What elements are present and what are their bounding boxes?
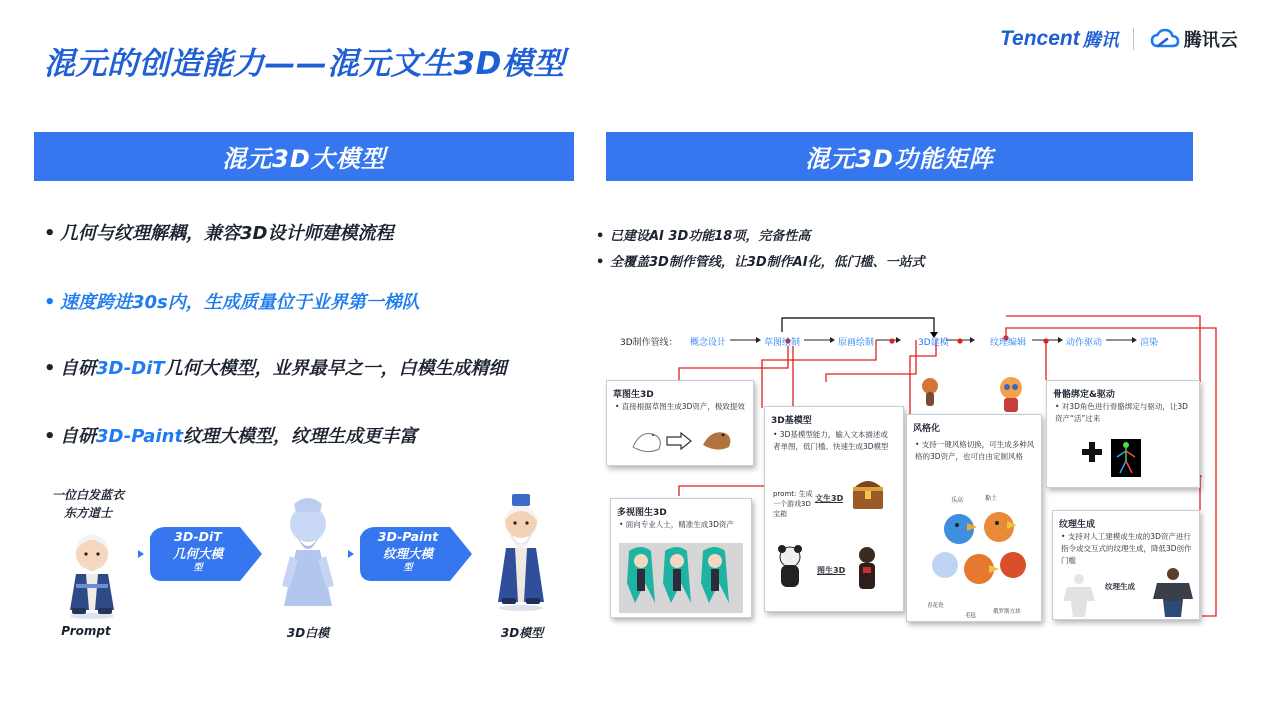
white-model-image [276,494,340,612]
card-rig-desc: • 对3D角色进行骨骼绑定与驱动，让3D资产“活”过来 [1055,402,1188,423]
pipeline-step-sketch: 草图绘制 [764,338,801,348]
card-texture-desc: • 支持对人工建模或生成的3D资产进行指令或交互式的纹理生成，降低3D创作门槛 [1061,532,1192,565]
caption-3d-model: 3D模型 [500,626,544,640]
character-image [853,545,881,597]
card-style-desc: • 支持一键风格切换，可生成多种风格的3D资产，也可自由定制风格 [915,440,1035,461]
style-label-porcelain: 青花瓷 [927,603,944,609]
texture-character-icon [996,374,1026,414]
left-section-banner: 混元3D大模型 [34,132,574,181]
modeling-character-icon [920,376,940,410]
tencent-logo [1000,24,1238,54]
multiview-image [619,543,743,613]
plus-icon [1081,441,1103,463]
page-title: 混元的创造能力——混元文生3D模型 [44,46,565,82]
right-bullet-2: • 全覆盖3D制作管线，让3D制作AI化，低门槛、一站式 [596,255,925,270]
card-3d-base-model [764,406,904,612]
card-texture-title: 纹理生成 [1059,520,1096,530]
card-stylization [906,414,1042,622]
pipeline-label: 3D制作管线： [620,338,678,348]
pipeline-step-animation: 动作驱动 [1066,338,1103,348]
card-texture-label: 纹理生成 [1105,582,1135,591]
dit-arrow-label: 3D-DiT 几何大模 型 [172,529,223,573]
caption-prompt: Prompt [61,624,111,638]
pipeline-step-modeling: 3D建模 [918,338,949,348]
pipeline-step-art: 原画绘制 [838,338,875,348]
caption-white-model: 3D白模 [286,626,330,640]
right-section-banner: 混元3D功能矩阵 [606,132,1193,181]
logo-tencent-text: Tencent [1000,27,1080,50]
card-multiview-title: 多视图生3D [617,508,667,518]
taoist-character-image [62,524,122,620]
textured-model-image [490,490,552,612]
logo-tengxun-text: 腾讯 [1082,30,1119,51]
left-bullet-2: • 速度跨进30s内，生成质量位于业界第一梯队 [44,292,420,313]
cloud-icon [1149,27,1181,51]
style-label-tetris: 俄罗斯方块 [993,609,1021,615]
card-sketch-title: 草图生3D [613,390,654,400]
card-base-title: 3D基模型 [771,416,812,426]
skeleton-image [1111,439,1141,477]
left-bullet-4: • 自研3D-Paint纹理大模型，纹理生成更丰富 [44,426,418,447]
card-base-desc: • 3D基模型能力，输入文本描述或者单图，低门槛、快速生成3D模型 [773,430,889,451]
function-matrix-diagram [606,296,1218,626]
logo-divider [1133,28,1134,50]
treasure-chest-image [849,473,887,513]
style-label-lego: 乐高 [951,497,964,504]
paint-arrow-label: 3D-Paint 纹理大模 型 [377,529,439,573]
pipeline-step-render: 渲染 [1140,338,1159,348]
card-base-text3d-label: 文生3D [815,494,844,503]
style-label-felt: 毛毡 [965,613,977,619]
prompt-text: 一位白发蓝衣 东方道士 [51,488,124,520]
textured-man-image [1151,567,1195,619]
card-sketch-to-3d [606,380,754,466]
card-base-prompt: promt: 生成一个游戏3D宝箱 [773,490,813,518]
card-multiview-desc: • 面向专业人士，精准生成3D资产 [619,520,734,529]
card-base-img3d-label: 图生3D [817,566,846,575]
card-rig-title: 骨骼绑定&驱动 [1053,390,1115,400]
pipeline-step-texture: 纹理编辑 [990,338,1027,348]
card-texture-generation [1052,510,1200,620]
card-sketch-desc: • 直接根据草图生成3D资产，极致提效 [615,402,745,411]
right-bullet-1: • 已建设AI 3D功能18项，完备性高 [596,229,811,244]
stylized-birds-image [927,503,1037,603]
card-rigging [1046,380,1200,488]
left-bullet-3: • 自研3D-DiT几何大模型，业界最早之一，白模生成精细 [44,358,507,379]
sketch-bird-image [627,421,747,459]
card-multiview-to-3d [610,498,752,618]
untextured-man-image [1059,573,1099,619]
logo-cloud-text: 腾讯云 [1183,30,1238,51]
panda-image [775,545,805,591]
pipeline-step-concept: 概念设计 [690,338,727,348]
left-bullet-1: • 几何与纹理解耦，兼容3D设计师建模流程 [44,223,394,244]
style-label-clay: 黏土 [985,495,998,502]
card-style-title: 风格化 [913,424,941,434]
